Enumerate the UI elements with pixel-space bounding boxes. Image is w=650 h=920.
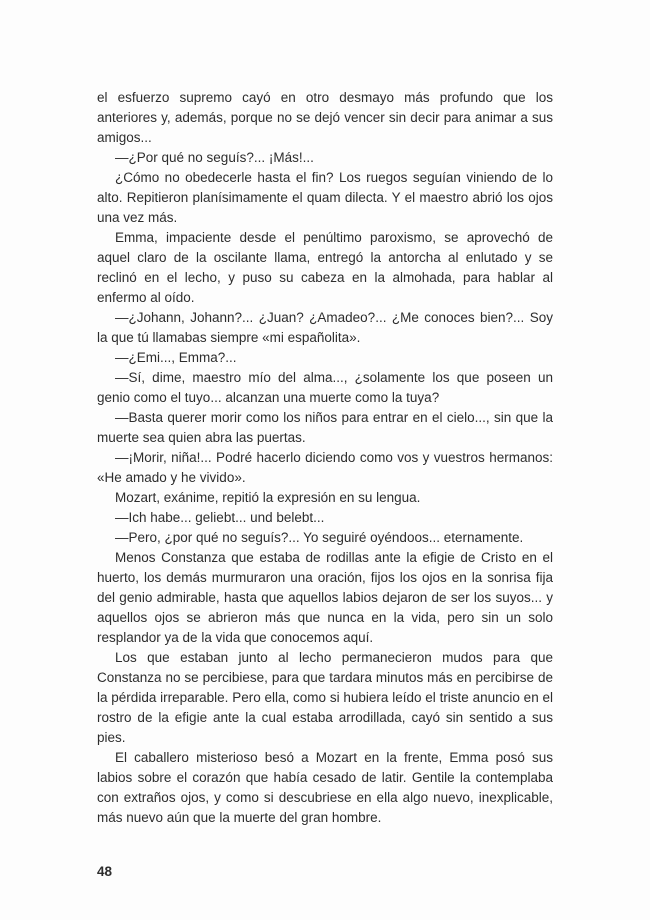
paragraph: —Ich habe... geliebt... und belebt... <box>115 510 325 525</box>
paragraph: Mozart, exánime, repitió la expresión en su lengua. <box>115 490 421 505</box>
paragraph: —Pero, ¿por qué no seguís?... Yo seguiré oyéndoos... eternamente. <box>115 530 524 545</box>
page-number: 48 <box>97 864 113 879</box>
paragraph: El caballero misterioso besó a Mozart en la frente, Emma posó sus labios sobre el corazón que había cesado de latir. Gentile la contemplaba con extraños ojos, y como si descubriese en ella algo nuevo, inexplicable, más nuevo aún que la muerte del gran hombre. <box>97 750 553 825</box>
paragraph: —¿Johann, Johann?... ¿Juan? ¿Amadeo?... ¿Me conoces bien?... Soy la que tú llamabas siempre «mi españolita». <box>97 310 553 345</box>
paragraph: —Basta querer morir como los niños para entrar en el cielo..., sin que la muerte sea quien abra las puertas. <box>97 410 553 445</box>
paragraph: Emma, impaciente desde el penúltimo paroxismo, se aprovechó de aquel claro de la oscilante llama, entregó la antorcha al enlutado y se reclinó en el lecho, y puso su cabeza en la almohada, para hablar al enfermo al oído. <box>97 230 553 305</box>
paragraph: Menos Constanza que estaba de rodillas ante la efigie de Cristo en el huerto, los demás murmuraron una oración, fijos los ojos en la sonrisa fija del genio admirable, hasta que aquellos labios dejaron de ser los suyos... y aquellos ojos se abrieron más que nunca en la vida, pero sin un solo resplandor ya de la vida que conocemos aquí. <box>97 550 553 645</box>
page-text <box>97 88 553 828</box>
paragraph: Los que estaban junto al lecho permanecieron mudos para que Constanza no se percibiese, para que tardara minutos más en percibirse de la pérdida irreparable. Pero ella, como si hubiera leído el triste anuncio en el rostro de la efigie ante la cual estaba arrodillada, cayó sin sentido a sus pies. <box>97 650 553 745</box>
paragraph: el esfuerzo supremo cayó en otro desmayo más profundo que los anteriores y, además, porque no se dejó vencer sin decir para animar a sus amigos... <box>97 90 553 145</box>
paragraph: —¿Emi..., Emma?... <box>115 350 237 365</box>
paragraph: —Sí, dime, maestro mío del alma..., ¿solamente los que poseen un genio como el tuyo... alcanzan una muerte como la tuya? <box>97 370 553 405</box>
paragraph: —¡Morir, niña!... Podré hacerlo diciendo como vos y vuestros hermanos: «He amado y he vivido». <box>97 450 553 485</box>
paragraph: —¿Por qué no seguís?... ¡Más!... <box>115 150 314 165</box>
paragraph: ¿Cómo no obedecerle hasta el fin? Los ruegos seguían viniendo de lo alto. Repitieron planísimamente el quam dilecta. Y el maestro abrió los ojos una vez más. <box>97 170 553 225</box>
